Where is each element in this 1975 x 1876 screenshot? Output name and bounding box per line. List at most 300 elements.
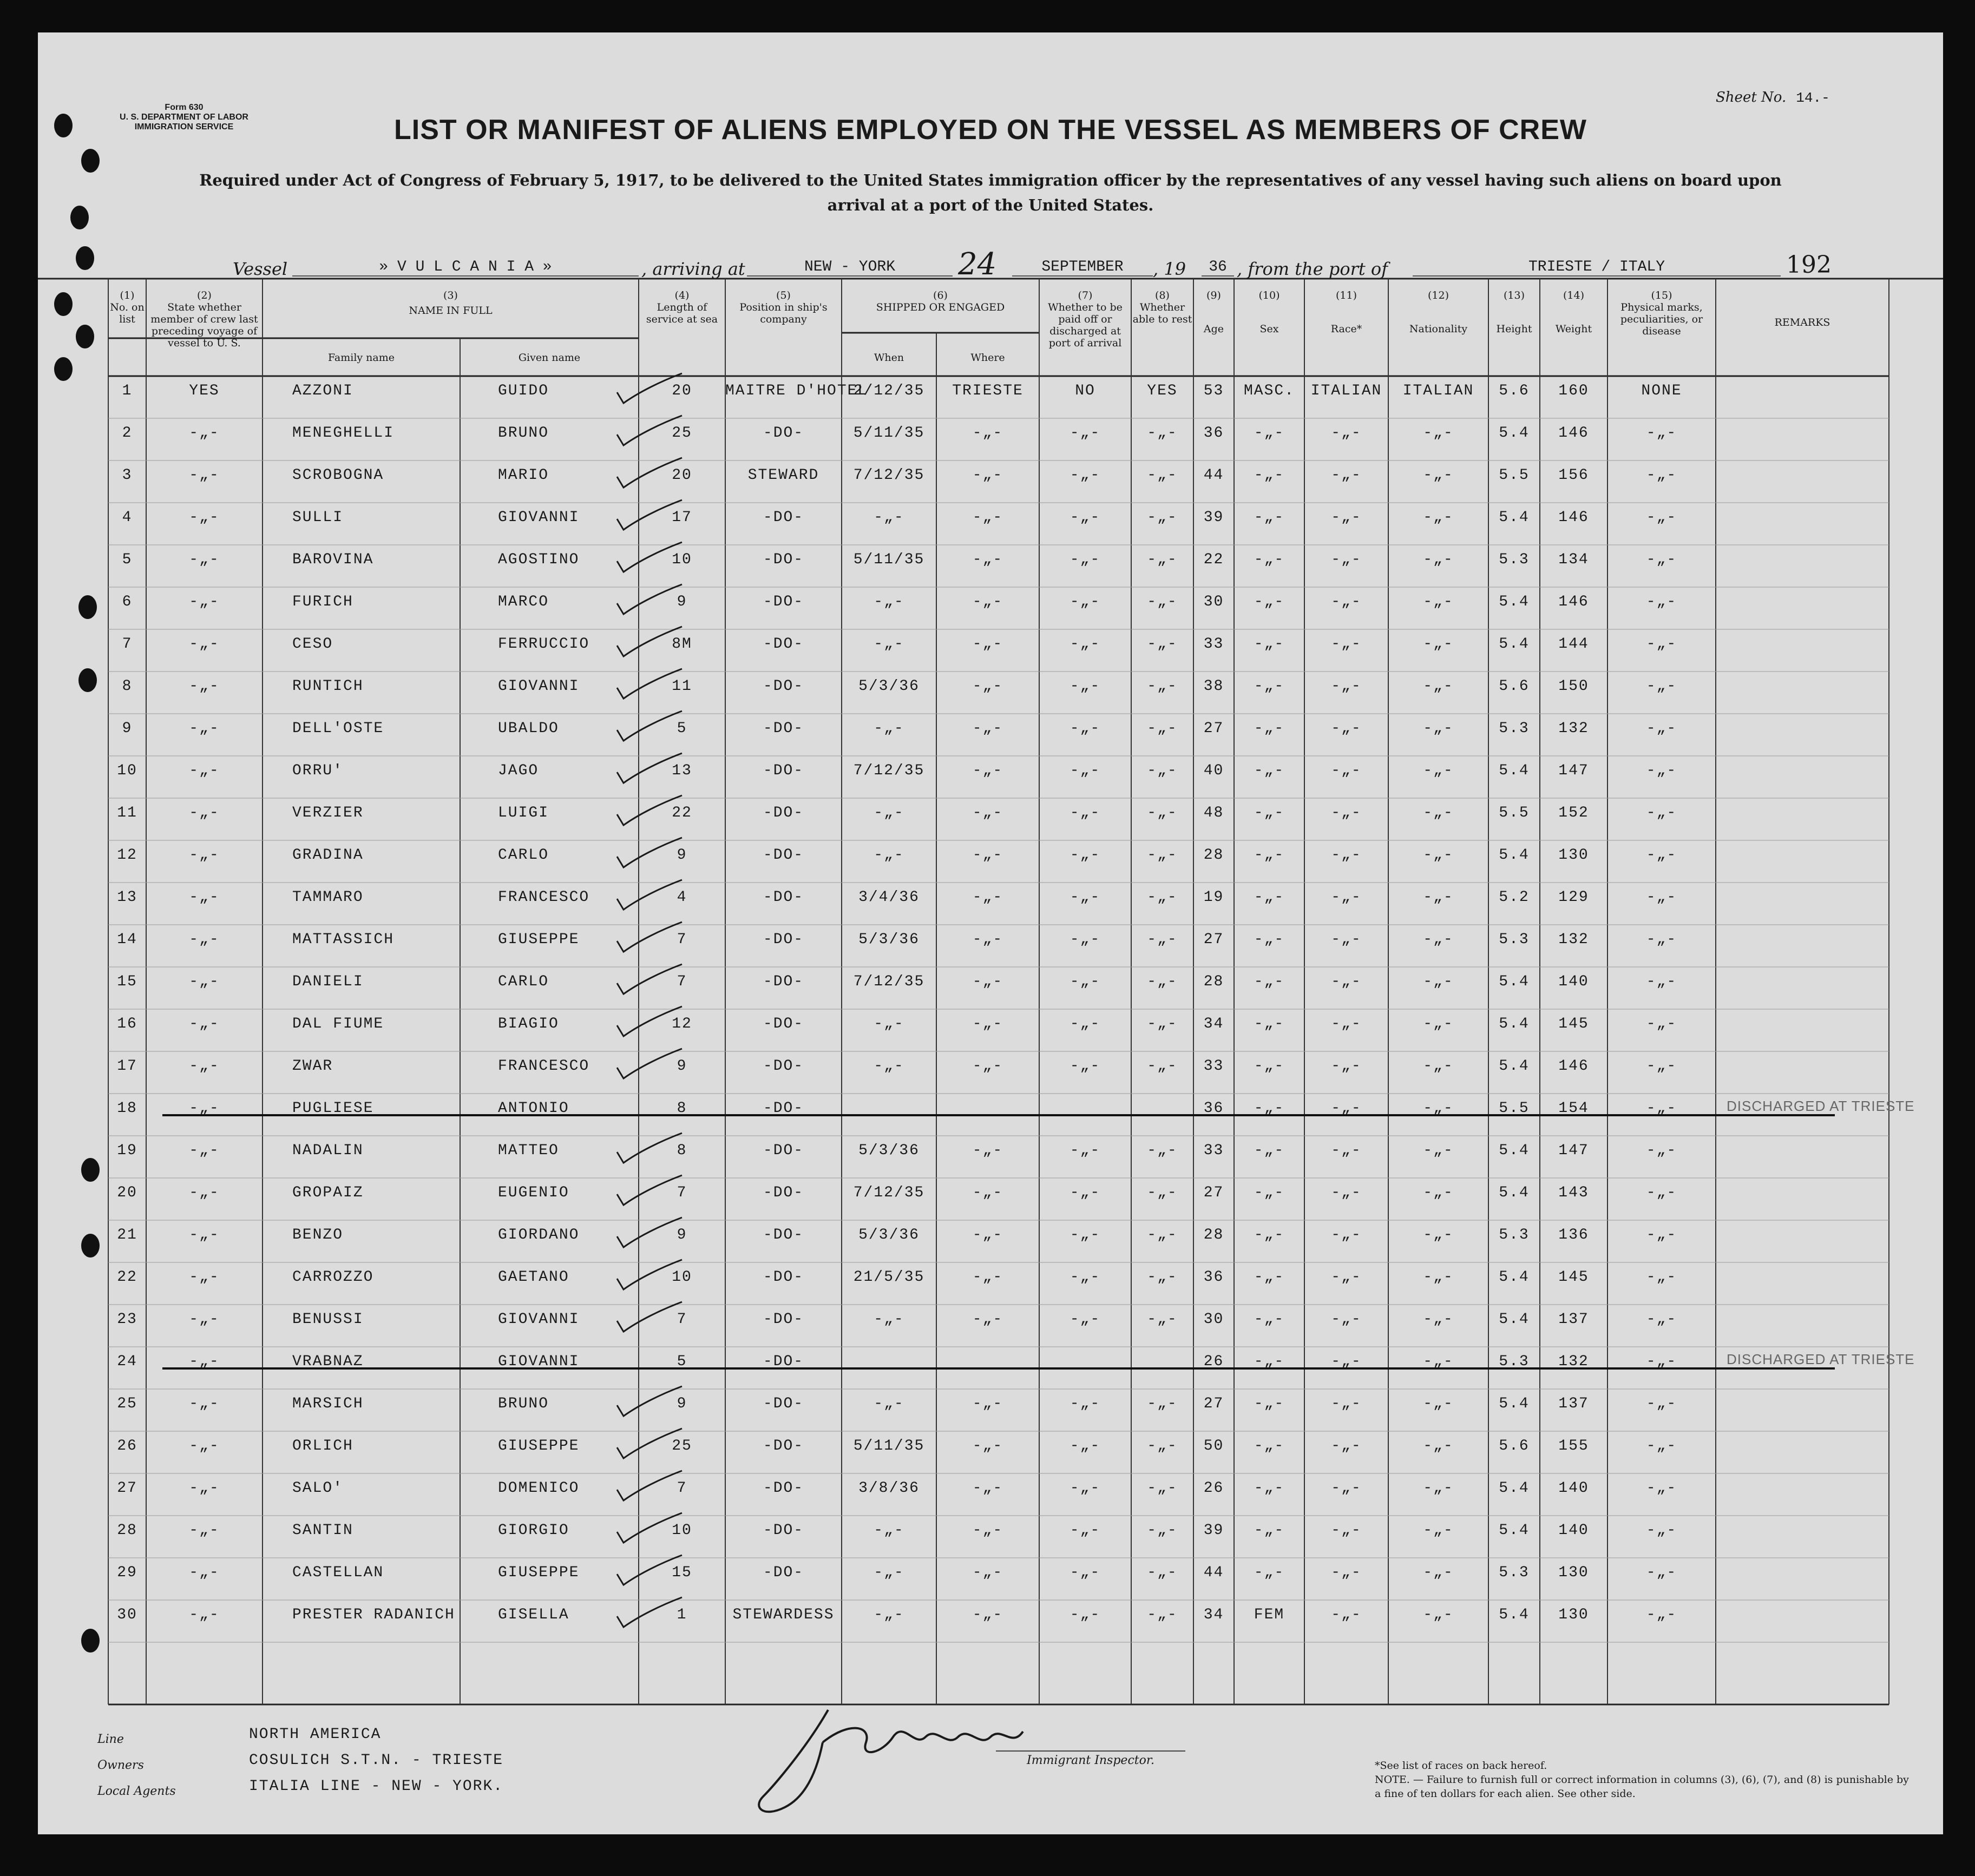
cell-physical-marks: NONE: [1641, 383, 1682, 399]
cell-weight: 130: [1558, 1564, 1589, 1581]
cell-position: -DO-: [763, 1522, 804, 1539]
cell-nationality: -„-: [1423, 1396, 1454, 1412]
cell-shipped-where: -„-: [972, 1311, 1003, 1328]
cell-shipped-when: -„-: [874, 1564, 904, 1581]
cell-row-number: 27: [117, 1480, 137, 1497]
cell-position: -DO-: [763, 509, 804, 526]
cell-height: 5.4: [1499, 1269, 1530, 1286]
cell-given-name: ANTONIO: [498, 1100, 569, 1117]
cell-shipped-where: -„-: [972, 805, 1003, 821]
checkmark-icon: [612, 1046, 687, 1084]
cell-able-to-rest: -„-: [1147, 973, 1178, 990]
cell-able-to-rest: -„-: [1147, 720, 1178, 737]
cell-able-to-rest: -„-: [1147, 1607, 1178, 1623]
cell-age: 27: [1203, 720, 1224, 737]
cell-row-number: 4: [122, 509, 133, 526]
cell-physical-marks: -„-: [1646, 425, 1677, 442]
table-row: [38, 587, 1943, 629]
cell-paid-off: -„-: [1069, 636, 1101, 653]
cell-family-name: CARROZZO: [292, 1269, 374, 1286]
checkmark-icon: [612, 1510, 687, 1548]
cell-able-to-rest: -„-: [1147, 425, 1178, 442]
cell-row-number: 15: [117, 973, 137, 990]
checkmark-icon: [612, 835, 687, 873]
cell-race: -„-: [1331, 1396, 1362, 1412]
cell-race: -„-: [1331, 1269, 1362, 1286]
cell-race: -„-: [1331, 636, 1362, 653]
cell-position: -DO-: [763, 551, 804, 568]
cell-height: 5.4: [1499, 1607, 1530, 1623]
cell-sex: -„-: [1254, 1353, 1285, 1370]
cell-race: -„-: [1331, 889, 1362, 906]
cell-height: 5.5: [1499, 1100, 1530, 1117]
cell-height: 5.4: [1499, 1058, 1530, 1075]
cell-row-number: 1: [122, 383, 133, 399]
cell-sex: FEM: [1254, 1607, 1285, 1623]
checkmark-icon: [612, 877, 687, 915]
cell-previous-voyage: -„-: [189, 1353, 220, 1370]
checkmark-icon: [612, 962, 687, 999]
cell-sex: -„-: [1254, 1184, 1285, 1201]
cell-nationality: -„-: [1423, 1564, 1454, 1581]
column-label: SHIPPED OR ENGAGED: [876, 301, 1005, 313]
cell-position: MAITRE D'HOTEL: [725, 383, 868, 399]
cell-family-name: PRESTER RADANICH: [292, 1607, 455, 1623]
cell-service-length: 10: [672, 551, 692, 568]
cell-able-to-rest: -„-: [1147, 1058, 1178, 1075]
cell-shipped-where: -„-: [972, 720, 1003, 737]
cell-race: -„-: [1331, 551, 1362, 568]
agents-label: Local Agents: [97, 1785, 176, 1798]
checkmark-icon: [612, 1595, 687, 1633]
column-label: Whether able to rest: [1132, 301, 1192, 325]
cell-nationality: -„-: [1423, 931, 1454, 948]
table-row: [38, 756, 1943, 798]
cell-height: 5.4: [1499, 973, 1530, 990]
cell-position: -DO-: [763, 1353, 804, 1370]
cell-race: -„-: [1331, 847, 1362, 864]
cell-able-to-rest: -„-: [1147, 1311, 1178, 1328]
cell-shipped-where: -„-: [972, 551, 1003, 568]
cell-able-to-rest: -„-: [1147, 889, 1178, 906]
cell-race: -„-: [1331, 1480, 1362, 1497]
year-prefix: , 19: [1153, 259, 1186, 279]
cell-height: 5.2: [1499, 889, 1530, 906]
cell-shipped-when: -„-: [874, 805, 904, 821]
cell-given-name: GIORGIO: [498, 1522, 569, 1539]
cell-shipped-where: -„-: [972, 973, 1003, 990]
cell-family-name: ORRU': [292, 762, 344, 779]
cell-shipped-when: -„-: [874, 1522, 904, 1539]
cell-given-name: GUIDO: [498, 383, 549, 399]
department-name: U. S. DEPARTMENT OF LABOR: [120, 113, 248, 122]
cell-position: -DO-: [763, 678, 804, 695]
cell-given-name: LUIGI: [498, 805, 549, 821]
cell-weight: 147: [1558, 762, 1589, 779]
cell-weight: 145: [1558, 1269, 1589, 1286]
cell-family-name: MATTASSICH: [292, 931, 395, 948]
cell-able-to-rest: -„-: [1147, 1142, 1178, 1159]
cell-weight: 156: [1558, 467, 1589, 484]
cell-shipped-where: -„-: [972, 1564, 1003, 1581]
table-row: [38, 460, 1943, 503]
cell-given-name: CARLO: [498, 973, 549, 990]
cell-paid-off: -„-: [1069, 805, 1101, 821]
checkmark-icon: [612, 1257, 687, 1295]
cell-shipped-when: 5/11/35: [853, 425, 925, 442]
cell-nationality: -„-: [1423, 889, 1454, 906]
cell-family-name: SALO': [292, 1480, 344, 1497]
cell-row-number: 12: [117, 847, 137, 864]
cell-shipped-where: -„-: [972, 636, 1003, 653]
cell-position: -DO-: [763, 1311, 804, 1328]
table-row: [38, 545, 1943, 587]
cell-family-name: DELL'OSTE: [292, 720, 384, 737]
table-row: [38, 1178, 1943, 1220]
arriving-port: NEW - YORK: [747, 259, 953, 277]
cell-service-length: 15: [672, 1564, 692, 1581]
cell-race: -„-: [1331, 594, 1362, 610]
cell-position: -DO-: [763, 1564, 804, 1581]
cell-age: 26: [1203, 1480, 1224, 1497]
checkmark-icon: [612, 624, 687, 662]
cell-able-to-rest: -„-: [1147, 1564, 1178, 1581]
checkmark-icon: [612, 1299, 687, 1337]
cell-position: -DO-: [763, 847, 804, 864]
cell-weight: 137: [1558, 1311, 1589, 1328]
cell-race: -„-: [1331, 1227, 1362, 1243]
cell-sex: -„-: [1254, 1522, 1285, 1539]
cell-weight: 145: [1558, 1016, 1589, 1032]
cell-row-number: 14: [117, 931, 137, 948]
cell-service-length: 25: [672, 425, 692, 442]
cell-height: 5.4: [1499, 762, 1530, 779]
cell-shipped-when: -„-: [874, 1607, 904, 1623]
cell-able-to-rest: -„-: [1147, 467, 1178, 484]
cell-service-length: 9: [677, 1396, 687, 1412]
cell-race: -„-: [1331, 1142, 1362, 1159]
table-row: [38, 1600, 1943, 1642]
cell-weight: 140: [1558, 973, 1589, 990]
cell-row-number: 17: [117, 1058, 137, 1075]
cell-nationality: -„-: [1423, 1607, 1454, 1623]
cell-age: 27: [1203, 931, 1224, 948]
column-header-sex: [1234, 289, 1304, 335]
checkmark-icon: [612, 1384, 687, 1421]
cell-nationality: -„-: [1423, 1311, 1454, 1328]
cell-shipped-when: -„-: [874, 847, 904, 864]
cell-service-length: 20: [672, 383, 692, 399]
cell-given-name: GIUSEPPE: [498, 1564, 580, 1581]
cell-family-name: CASTELLAN: [292, 1564, 384, 1581]
cell-shipped-when: 5/11/35: [853, 1438, 925, 1454]
cell-service-length: 7: [677, 1311, 687, 1328]
cell-given-name: FRANCESCO: [498, 1058, 590, 1075]
cell-sex: -„-: [1254, 1058, 1285, 1075]
cell-previous-voyage: -„-: [189, 1184, 220, 1201]
cell-race: -„-: [1331, 425, 1362, 442]
cell-weight: 143: [1558, 1184, 1589, 1201]
column-header-remarks: REMARKS: [1774, 317, 1830, 328]
cell-row-number: 21: [117, 1227, 137, 1243]
cell-previous-voyage: -„-: [189, 1058, 220, 1075]
cell-paid-off: -„-: [1069, 467, 1101, 484]
cell-race: -„-: [1331, 1016, 1362, 1032]
cell-shipped-when: -„-: [874, 1311, 904, 1328]
cell-paid-off: -„-: [1069, 1142, 1101, 1159]
column-header-physical-marks: [1610, 289, 1713, 337]
checkmark-icon: [612, 539, 687, 577]
cell-able-to-rest: -„-: [1147, 1480, 1178, 1497]
cell-family-name: MENEGHELLI: [292, 425, 395, 442]
cell-previous-voyage: -„-: [189, 594, 220, 610]
cell-service-length: 13: [672, 762, 692, 779]
column-label: No. on list: [110, 301, 145, 325]
cell-height: 5.3: [1499, 1564, 1530, 1581]
cell-sex: -„-: [1254, 1016, 1285, 1032]
column-label: Race*: [1330, 323, 1362, 335]
handwritten-number: 192: [1786, 251, 1832, 279]
table-row: [38, 503, 1943, 545]
cell-row-number: 10: [117, 762, 137, 779]
cell-nationality: -„-: [1423, 678, 1454, 695]
cell-weight: 130: [1558, 847, 1589, 864]
cell-given-name: BRUNO: [498, 1396, 549, 1412]
cell-nationality: ITALIAN: [1402, 383, 1474, 399]
owners-label: Owners: [97, 1759, 144, 1772]
column-number: (9): [1206, 289, 1221, 301]
cell-row-number: 3: [122, 467, 133, 484]
cell-previous-voyage: -„-: [189, 720, 220, 737]
cell-nationality: -„-: [1423, 509, 1454, 526]
cell-shipped-when: 5/3/36: [858, 678, 920, 695]
cell-shipped-when: 5/3/36: [858, 1227, 920, 1243]
cell-service-length: 9: [677, 1058, 687, 1075]
cell-service-length: 7: [677, 1480, 687, 1497]
cell-nationality: -„-: [1423, 1058, 1454, 1075]
cell-position: -DO-: [763, 1016, 804, 1032]
cell-given-name: FRANCESCO: [498, 889, 590, 906]
cell-family-name: MARSICH: [292, 1396, 364, 1412]
cell-family-name: VERZIER: [292, 805, 364, 821]
cell-previous-voyage: -„-: [189, 1396, 220, 1412]
checkmark-icon: [612, 582, 687, 620]
cell-paid-off: -„-: [1069, 678, 1101, 695]
cell-service-length: 7: [677, 931, 687, 948]
cell-physical-marks: -„-: [1646, 1269, 1677, 1286]
cell-race: -„-: [1331, 1522, 1362, 1539]
cell-previous-voyage: YES: [189, 383, 220, 399]
cell-age: 19: [1203, 889, 1224, 906]
cell-position: -DO-: [763, 636, 804, 653]
cell-paid-off: -„-: [1069, 1522, 1101, 1539]
table-row: [38, 1431, 1943, 1473]
cell-given-name: GIOVANNI: [498, 1353, 580, 1370]
cell-age: 30: [1203, 1311, 1224, 1328]
cell-physical-marks: -„-: [1646, 720, 1677, 737]
table-row: [38, 1305, 1943, 1347]
cell-physical-marks: -„-: [1646, 1564, 1677, 1581]
cell-family-name: GRADINA: [292, 847, 364, 864]
cell-able-to-rest: -„-: [1147, 1227, 1178, 1243]
cell-position: -DO-: [763, 1438, 804, 1454]
form-number: Form 630: [165, 103, 204, 112]
cell-paid-off: -„-: [1069, 889, 1101, 906]
cell-sex: -„-: [1254, 1311, 1285, 1328]
cell-family-name: BENUSSI: [292, 1311, 364, 1328]
cell-able-to-rest: -„-: [1147, 1396, 1178, 1412]
cell-previous-voyage: -„-: [189, 1142, 220, 1159]
cell-weight: 150: [1558, 678, 1589, 695]
cell-weight: 137: [1558, 1396, 1589, 1412]
cell-sex: -„-: [1254, 931, 1285, 948]
cell-age: 39: [1203, 1522, 1224, 1539]
checkmark-icon: [612, 1004, 687, 1042]
cell-nationality: -„-: [1423, 1353, 1454, 1370]
cell-shipped-where: -„-: [972, 1058, 1003, 1075]
cell-sex: -„-: [1254, 1480, 1285, 1497]
cell-sex: -„-: [1254, 425, 1285, 442]
cell-family-name: PUGLIESE: [292, 1100, 374, 1117]
cell-physical-marks: -„-: [1646, 678, 1677, 695]
cell-sex: -„-: [1254, 847, 1285, 864]
cell-previous-voyage: -„-: [189, 467, 220, 484]
cell-shipped-where: TRIESTE: [952, 383, 1023, 399]
cell-given-name: FERRUCCIO: [498, 636, 590, 653]
cell-age: 39: [1203, 509, 1224, 526]
table-row: [38, 1136, 1943, 1178]
checkmark-icon: [612, 793, 687, 831]
cell-height: 5.5: [1499, 467, 1530, 484]
cell-age: 36: [1203, 425, 1224, 442]
cell-shipped-where: -„-: [972, 509, 1003, 526]
table-row: [38, 925, 1943, 967]
cell-nationality: -„-: [1423, 551, 1454, 568]
cell-age: 28: [1203, 1227, 1224, 1243]
checkmark-icon: [612, 455, 687, 493]
cell-weight: 130: [1558, 1607, 1589, 1623]
cell-given-name: GIOVANNI: [498, 678, 580, 695]
cell-age: 50: [1203, 1438, 1224, 1454]
column-number: (5): [776, 289, 791, 301]
cell-sex: -„-: [1254, 467, 1285, 484]
cell-weight: 146: [1558, 509, 1589, 526]
cell-sex: -„-: [1254, 1269, 1285, 1286]
checkmark-icon: [612, 371, 687, 409]
cell-height: 5.3: [1499, 1227, 1530, 1243]
column-header-given-name: Given name: [518, 352, 581, 364]
cell-previous-voyage: -„-: [189, 1100, 220, 1117]
cell-race: -„-: [1331, 762, 1362, 779]
column-header-shipped: [842, 289, 1039, 313]
cell-height: 5.6: [1499, 383, 1530, 399]
cell-given-name: GAETANO: [498, 1269, 569, 1286]
cell-physical-marks: -„-: [1646, 467, 1677, 484]
cell-shipped-where: -„-: [972, 847, 1003, 864]
cell-able-to-rest: -„-: [1147, 1522, 1178, 1539]
cell-height: 5.4: [1499, 1480, 1530, 1497]
cell-height: 5.4: [1499, 1396, 1530, 1412]
cell-nationality: -„-: [1423, 1184, 1454, 1201]
cell-race: -„-: [1331, 678, 1362, 695]
cell-service-length: 20: [672, 467, 692, 484]
cell-previous-voyage: -„-: [189, 889, 220, 906]
cell-paid-off: -„-: [1069, 1016, 1101, 1032]
cell-row-number: 7: [122, 636, 133, 653]
cell-physical-marks: -„-: [1646, 931, 1677, 948]
cell-position: -DO-: [763, 889, 804, 906]
cell-position: -DO-: [763, 805, 804, 821]
table-row: [38, 1389, 1943, 1431]
cell-weight: 155: [1558, 1438, 1589, 1454]
column-header-able-to-rest: [1131, 289, 1193, 325]
cell-previous-voyage: -„-: [189, 847, 220, 864]
table-row: [38, 1473, 1943, 1516]
cell-sex: -„-: [1254, 1142, 1285, 1159]
cell-age: 34: [1203, 1016, 1224, 1032]
cell-position: -DO-: [763, 1269, 804, 1286]
sheet-number-value: 14.-: [1796, 90, 1830, 106]
cell-height: 5.4: [1499, 1522, 1530, 1539]
cell-previous-voyage: -„-: [189, 1522, 220, 1539]
arrival-year: 36: [1202, 259, 1234, 277]
column-label: Physical marks, peculiarities, or disease: [1620, 301, 1703, 337]
cell-race: ITALIAN: [1310, 383, 1382, 399]
cell-race: -„-: [1331, 720, 1362, 737]
cell-race: -„-: [1331, 1607, 1362, 1623]
cell-nationality: -„-: [1423, 1142, 1454, 1159]
cell-age: 28: [1203, 847, 1224, 864]
column-header-where: Where: [970, 352, 1005, 364]
cell-paid-off: -„-: [1069, 1058, 1101, 1075]
footnote: [1375, 1759, 1916, 1801]
cell-weight: 160: [1558, 383, 1589, 399]
cell-previous-voyage: -„-: [189, 678, 220, 695]
column-number: (15): [1651, 289, 1672, 301]
line-value: NORTH AMERICA: [249, 1726, 382, 1743]
arrival-day: 24: [958, 247, 997, 282]
cell-sex: -„-: [1254, 720, 1285, 737]
cell-row-number: 20: [117, 1184, 137, 1201]
column-header-weight: [1540, 289, 1607, 335]
cell-physical-marks: -„-: [1646, 594, 1677, 610]
column-number: (3): [443, 289, 458, 301]
table-row: [38, 1516, 1943, 1558]
cell-height: 5.3: [1499, 720, 1530, 737]
cell-race: -„-: [1331, 973, 1362, 990]
cell-physical-marks: -„-: [1646, 1142, 1677, 1159]
cell-shipped-when: -„-: [874, 720, 904, 737]
cell-service-length: 8M: [672, 636, 692, 653]
cell-family-name: ORLICH: [292, 1438, 353, 1454]
cell-given-name: MARIO: [498, 467, 549, 484]
column-number: (8): [1155, 289, 1170, 301]
column-header-family-name: Family name: [328, 352, 395, 364]
cell-row-number: 16: [117, 1016, 137, 1032]
cell-service-length: 12: [672, 1016, 692, 1032]
arrival-month: SEPTEMBER: [1012, 259, 1153, 277]
cell-shipped-where: -„-: [972, 467, 1003, 484]
line-label: Line: [97, 1733, 124, 1746]
cell-height: 5.5: [1499, 805, 1530, 821]
cell-nationality: -„-: [1423, 1227, 1454, 1243]
cell-shipped-when: 5/3/36: [858, 1142, 920, 1159]
cell-height: 5.6: [1499, 678, 1530, 695]
cell-age: 28: [1203, 973, 1224, 990]
cell-shipped-where: -„-: [972, 1607, 1003, 1623]
cell-family-name: SCROBOGNA: [292, 467, 384, 484]
cell-previous-voyage: -„-: [189, 551, 220, 568]
